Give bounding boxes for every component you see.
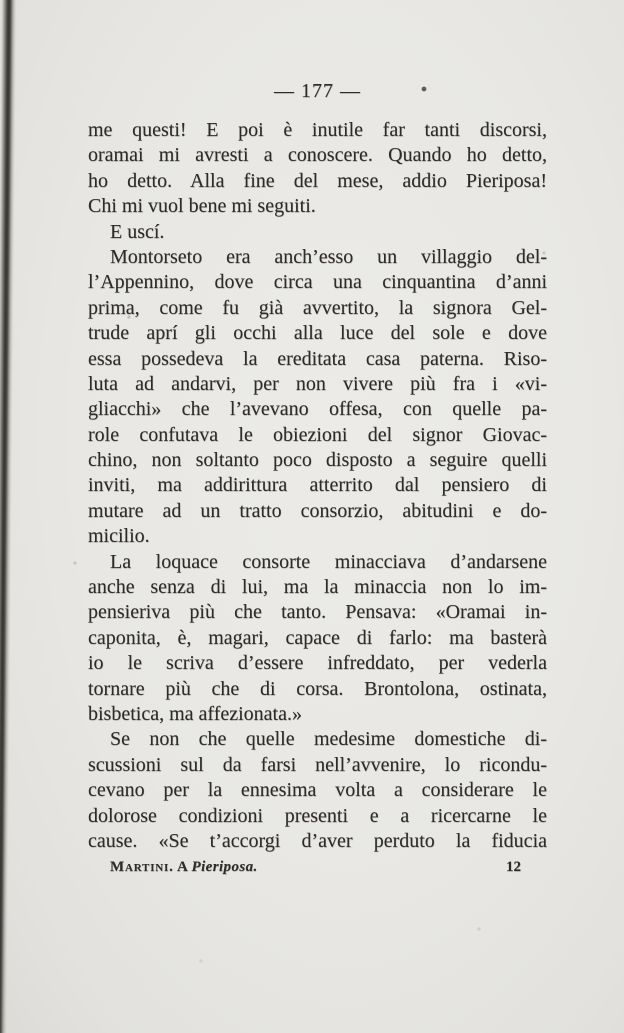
text-line: essa possedeva la ereditata casa paterna. Riso- xyxy=(88,347,547,370)
text-line: mutare ad un tratto consorzio, abitudini e do- xyxy=(88,499,547,522)
text-line: prima, come fu già avvertito, la signora Gel- xyxy=(88,296,547,319)
page-number: — 177 — xyxy=(274,80,361,102)
text-line: oramai mi avresti a conoscere. Quando ho detto, xyxy=(88,144,547,167)
page-header xyxy=(88,80,547,103)
text-line: caponita, è, magari, capace di farlo: ma basterà xyxy=(88,626,547,649)
signature-number: 12 xyxy=(506,859,521,875)
text-line: pensieriva più che tanto. Pensava: «Oramai in- xyxy=(88,601,547,624)
text-line: l’Appennino, dove circa una cinquantina d’anni xyxy=(88,271,547,294)
text-line: anche senza di lui, ma la minaccia non lo im- xyxy=(88,576,547,599)
text-line: cause. «Se t’accorgi d’aver perduto la fiducia xyxy=(88,829,547,852)
author-name: Martini. xyxy=(110,859,174,875)
page-footer xyxy=(88,857,547,877)
text-line: E uscí. xyxy=(110,220,165,243)
title-prefix: A xyxy=(176,859,188,875)
scan-speckles xyxy=(0,0,2,2)
text-line: me questi! E poi è inutile far tanti discorsi, xyxy=(88,119,547,141)
text-line: luta ad andarvi, per non vivere più fra i «vi- xyxy=(88,372,547,395)
text-line: io le scriva d’essere infreddato, per vederla xyxy=(88,652,547,675)
text-line: cevano per la ennesima volta a considerare le xyxy=(88,779,547,802)
text-line: role confutava le obiezioni del signor Giovac- xyxy=(88,423,547,446)
text-line: La loquace consorte minacciava d’andarsene xyxy=(110,550,547,573)
text-line: scussioni sul da farsi nell’avvenire, lo ricondu- xyxy=(88,753,547,776)
text-line: Montorseto era anch’esso un villaggio del- xyxy=(110,245,547,268)
text-line: ho detto. Alla fine del mese, addio Pieriposa! xyxy=(88,169,547,192)
book-binding-shadow xyxy=(0,0,16,1033)
running-title xyxy=(88,857,258,877)
book-title: Pieriposa. xyxy=(191,859,258,875)
text-line: Se non che quelle medesime domestiche di- xyxy=(110,728,547,751)
text-line: micilio. xyxy=(88,525,150,548)
text-line: gliacchi» che l’avevano offesa, con quelle pa- xyxy=(88,398,547,421)
text-line: inviti, ma addirittura atterrito dal pensiero di xyxy=(88,474,547,497)
text-line: chino, non soltanto poco disposto a seguire quelli xyxy=(88,449,547,472)
text-line: bisbetica, ma affezionata.» xyxy=(88,702,302,725)
text-line: tornare più che di corsa. Brontolona, ostinata, xyxy=(88,677,547,700)
text-line: Chi mi vuol bene mi seguiti. xyxy=(88,195,316,218)
text-line: dolorose condizioni presenti e a ricercarne le xyxy=(88,804,547,827)
page-body xyxy=(88,118,547,854)
text-line: trude aprí gli occhi alla luce del sole e dove xyxy=(88,322,547,345)
